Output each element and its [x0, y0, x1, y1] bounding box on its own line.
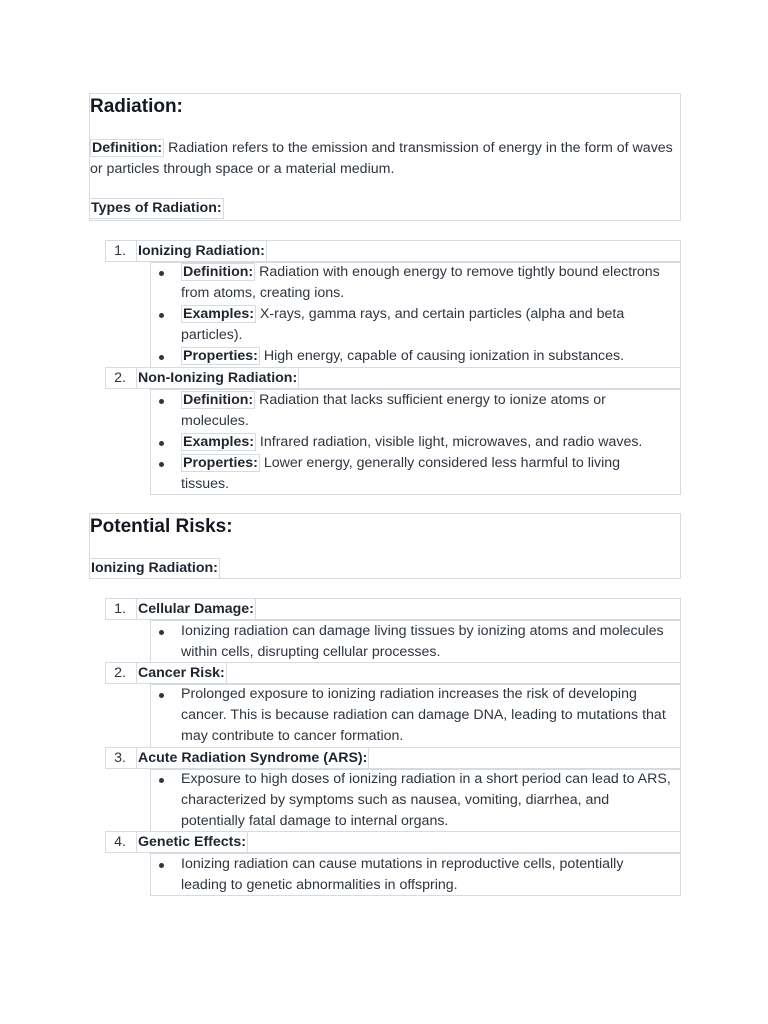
- bullet-item: Examples: Infrared radiation, visible light, microwaves, and radio waves.: [183, 434, 643, 450]
- risks-heading: Potential Risks:: [90, 516, 233, 537]
- bullet-item: Examples: X-rays, gamma rays, and certain particles (alpha and beta particles).: [181, 306, 625, 343]
- list-item-title: Acute Radiation Syndrome (ARS):: [138, 750, 368, 766]
- list-number: 2.: [114, 370, 126, 386]
- types-of-radiation-label: Types of Radiation:: [89, 198, 224, 219]
- risks-subtitle: Ionizing Radiation:: [89, 558, 220, 579]
- risk-item-cellular-damage: [105, 598, 681, 620]
- risk-item-genetic-effects: [105, 831, 681, 853]
- bullet-item: Properties: High energy, capable of causing ionization in substances.: [183, 348, 625, 364]
- radiation-definition: [90, 138, 678, 180]
- risk-item-ars: [105, 747, 681, 769]
- definition-text: Radiation refers to the emission and transmission of energy in the form of waves or particles through space or a material medium.: [90, 140, 673, 177]
- bullet-item: Ionizing radiation can damage living tissues by ionizing atoms and molecules within cells, disrupting cellular processes.: [181, 623, 664, 660]
- list-item-title: Genetic Effects:: [138, 834, 247, 850]
- bullet-item: Definition: Radiation with enough energy to remove tightly bound electrons from atoms, creating ions.: [181, 264, 660, 301]
- bullet-icon: [159, 462, 164, 467]
- bullet-icon: [159, 399, 164, 404]
- list-number: 1.: [114, 243, 126, 259]
- list-item-title: Cancer Risk:: [138, 665, 225, 681]
- list-number: 2.: [114, 665, 126, 681]
- bullet-item: Prolonged exposure to ionizing radiation increases the risk of developing cancer. This is because radiation can damage DNA, leading to mutations that may contribute to cancer formation.: [181, 686, 666, 744]
- bullet-icon: [159, 313, 164, 318]
- definition-label: Definition:: [92, 140, 163, 156]
- bullet-icon: [159, 863, 164, 868]
- bullet-icon: [159, 441, 164, 446]
- bullet-icon: [159, 778, 164, 783]
- risk-item-cancer-risk: [105, 662, 681, 684]
- bullet-icon: [159, 693, 164, 698]
- list-number: 4.: [114, 834, 126, 850]
- list-item-ionizing: [105, 240, 681, 262]
- bullet-item: Exposure to high doses of ionizing radiation in a short period can lead to ARS, characterized by symptoms such as nausea, vomiting, diarrhea, and potentially fatal damage to internal organs.: [181, 771, 671, 829]
- bullet-icon: [159, 271, 164, 276]
- list-number: 1.: [114, 601, 126, 617]
- bullet-item: Ionizing radiation can cause mutations in reproductive cells, potentially leading to genetic abnormalities in offspring.: [181, 856, 624, 893]
- list-item-title: Ionizing Radiation:: [138, 243, 265, 259]
- list-number: 3.: [114, 750, 126, 766]
- bullet-icon: [159, 355, 164, 360]
- bullet-item: Properties: Lower energy, generally considered less harmful to living tissues.: [181, 455, 621, 492]
- bullet-item: Definition: Radiation that lacks sufficient energy to ionize atoms or molecules.: [181, 392, 606, 429]
- list-item-title: Cellular Damage:: [138, 601, 254, 617]
- list-item-title: Non-Ionizing Radiation:: [138, 370, 298, 386]
- bullet-icon: [159, 630, 164, 635]
- radiation-heading: Radiation:: [90, 96, 183, 117]
- list-item-non-ionizing: [105, 367, 681, 389]
